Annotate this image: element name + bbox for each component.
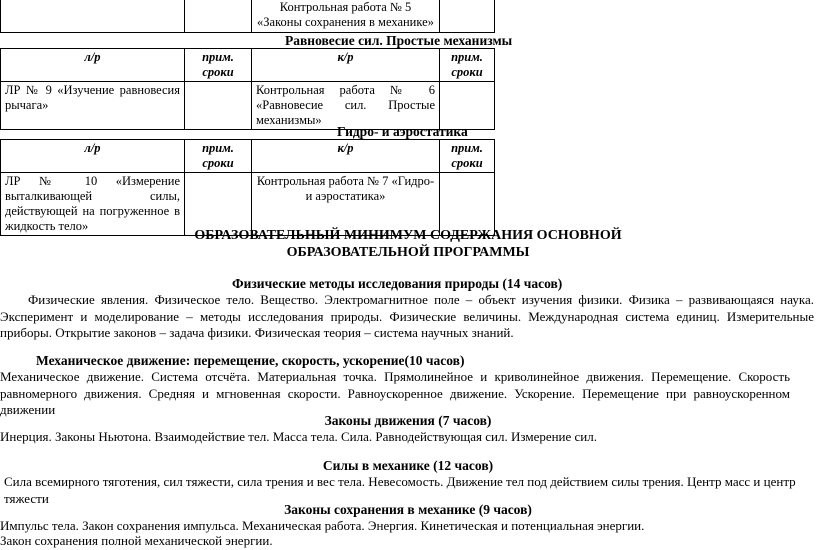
test-cell: Контрольная работа № 5 «Законы сохранения в механике» bbox=[252, 0, 440, 33]
header-test: к/р bbox=[252, 49, 440, 82]
table-cell bbox=[440, 82, 495, 130]
topic-title: Законы сохранения в механике (9 часов) bbox=[284, 502, 532, 517]
table-cell bbox=[185, 82, 252, 130]
table-cell bbox=[185, 0, 252, 33]
lab-cell: ЛР № 10 «Измерение выталкивающей силы, действующей на погруженное в жидкость тело» bbox=[1, 173, 185, 236]
header-test-dates: прим. сроки bbox=[440, 49, 495, 82]
test-cell: Контрольная работа № 7 «Гидро- и аэростатика» bbox=[252, 173, 440, 236]
main-heading-line1: ОБРАЗОВАТЕЛЬНЫЙ МИНИМУМ СОДЕРЖАНИЯ ОСНОВНОЙ bbox=[194, 228, 622, 243]
topic-text: Инерция. Законы Ньютона. Взаимодействие тел. Масса тела. Сила. Равнодействующая сил. Измерение сил. bbox=[0, 429, 598, 444]
main-heading-line2: ОБРАЗОВАТЕЛЬНОЙ ПРОГРАММЫ bbox=[286, 245, 530, 260]
topic-title: Силы в механике (12 часов) bbox=[322, 458, 494, 473]
header-lab: л/р bbox=[1, 140, 185, 173]
lab-cell: ЛР № 9 «Изучение равновесия рычага» bbox=[1, 82, 185, 130]
main-heading bbox=[0, 227, 816, 261]
header-lab-dates: прим. сроки bbox=[185, 140, 252, 173]
equilibrium-table bbox=[0, 48, 495, 130]
section-title-hydro: Гидро- и аэростатика bbox=[337, 124, 468, 139]
topic-title: Механическое движение: перемещение, скорость, ускорение(10 часов) bbox=[36, 353, 465, 368]
topic-title: Законы движения (7 часов) bbox=[324, 413, 492, 428]
table-cell bbox=[1, 0, 185, 33]
header-lab-dates: прим. сроки bbox=[185, 49, 252, 82]
table-cell bbox=[440, 0, 495, 33]
section-title-equilibrium: Равновесие сил. Простые механизмы bbox=[285, 33, 513, 48]
hydro-table bbox=[0, 139, 495, 236]
topic-text-continued: Закон сохранения полной механической энергии. bbox=[0, 533, 273, 548]
topic-title: Физические методы исследования природы (14 часов) bbox=[232, 276, 563, 291]
header-lab: л/р bbox=[1, 49, 185, 82]
topic-text: Сила всемирного тяготения, сил тяжести, сила трения и вес тела. Невесомость. Движение тел под действием силы трения. Центр масс и центр тяжести bbox=[4, 474, 796, 506]
test-cell: Контрольная работа № 6 «Равновесие сил. Простые механизмы» bbox=[252, 82, 440, 130]
header-test: к/р bbox=[252, 140, 440, 173]
topic-text: Механическое движение. Система отсчёта. Материальная точка. Прямолинейное и криволинейное движения. Перемещение. Скорость равномерного движения. Средняя и мгновенная скорости. Равноускоренное движение. Ускорение. Перемещение при равноускоренном движении bbox=[0, 369, 790, 417]
topic-text: Физические явления. Физическое тело. Вещество. Электромагнитное поле – объект изучения физики. Физика – развивающаяся наука. Эксперимент и моделирование – методы исследования природы. Физические величины. Международная система единиц. Измерительные приборы. Открытие законов – задача физики. Физическая теория – система научных знаний. bbox=[0, 292, 814, 340]
header-test-dates: прим. сроки bbox=[440, 140, 495, 173]
topic-text: Импульс тела. Закон сохранения импульса. Механическая работа. Энергия. Кинетическая и потенциальная энергии. bbox=[0, 518, 645, 533]
top-table bbox=[0, 0, 495, 33]
